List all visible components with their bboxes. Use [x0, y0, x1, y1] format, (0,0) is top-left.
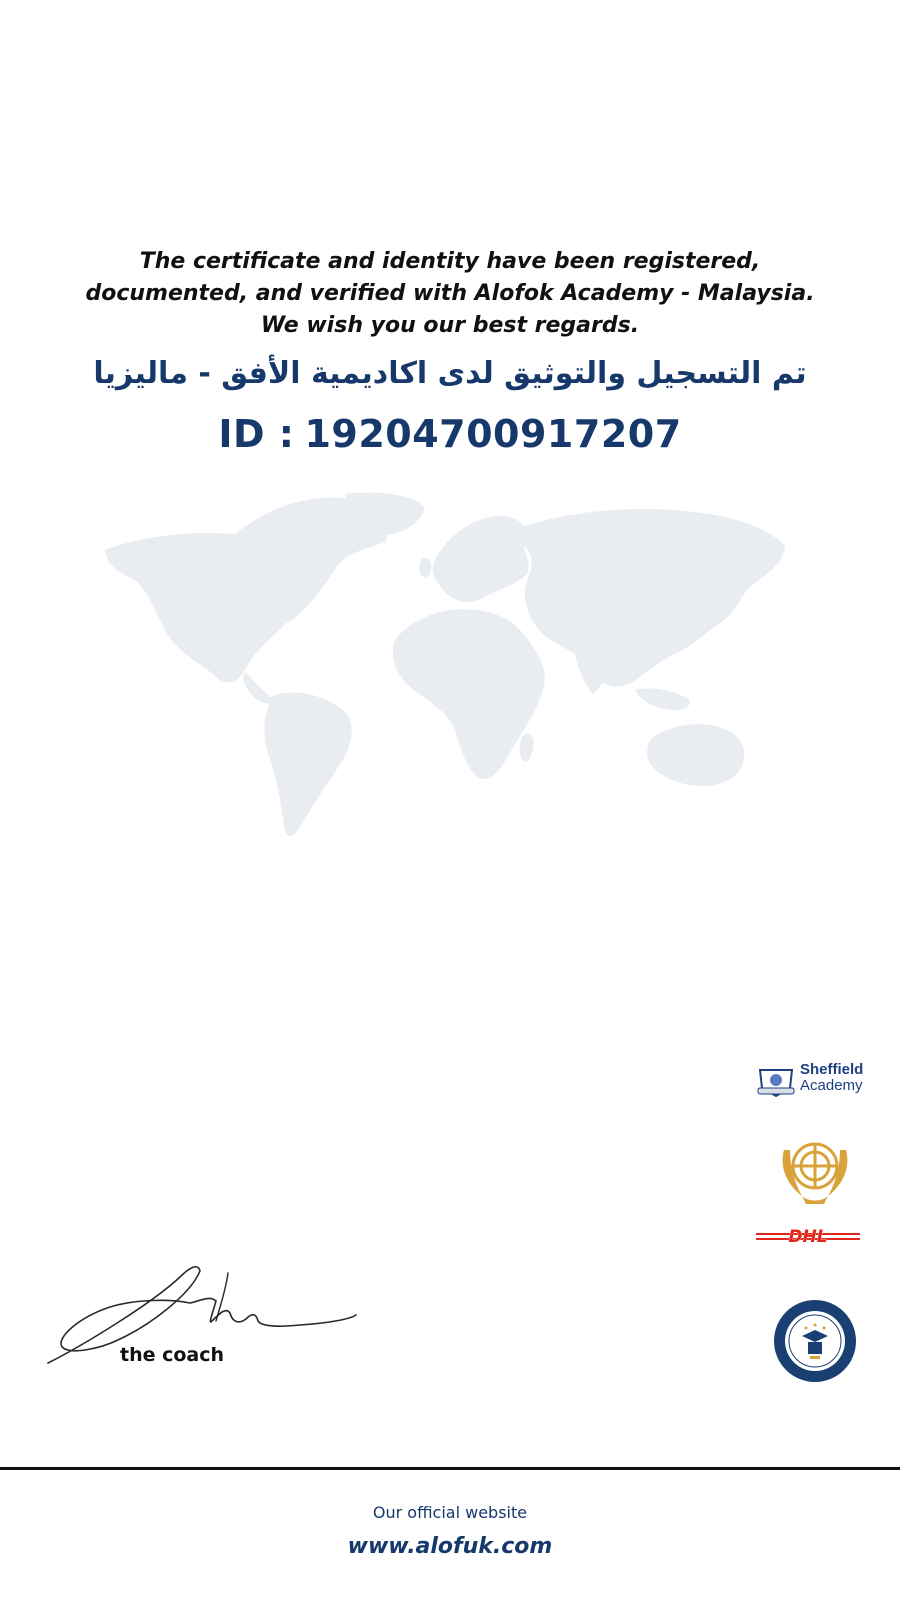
dhl-logo [756, 1226, 860, 1246]
verification-statement [60, 246, 840, 342]
statement-line-2: documented, and verified with Alofok Academy - Malaysia. [85, 281, 815, 306]
partner-logos [720, 1050, 900, 1400]
id-label: ID : [218, 412, 295, 456]
sheffield-name: Sheffield [800, 1061, 864, 1078]
website-label: Our official website [372, 1503, 528, 1522]
id-line [60, 412, 840, 456]
signature-label: the coach [120, 1344, 225, 1366]
footer-divider [0, 1467, 900, 1470]
dhl-text: DHL [788, 1227, 828, 1246]
statement-line-1: The certificate and identity have been registered, [139, 249, 761, 274]
sheffield-sub: Academy [800, 1077, 863, 1094]
educational-academy-seal [772, 1298, 858, 1384]
sheffield-academy-logo [756, 1060, 876, 1100]
id-number: 19204700917207 [304, 412, 682, 456]
world-map-image [95, 490, 805, 850]
statement-line-3: We wish you our best regards. [260, 313, 640, 338]
crest-icon [756, 1066, 796, 1098]
un-emblem-icon [772, 1130, 858, 1210]
website-link[interactable]: www.alofuk.com [347, 1534, 553, 1559]
arabic-statement: تم التسجيل والتوثيق لدى اكاديمية الأفق - ماليزيا [93, 356, 807, 391]
